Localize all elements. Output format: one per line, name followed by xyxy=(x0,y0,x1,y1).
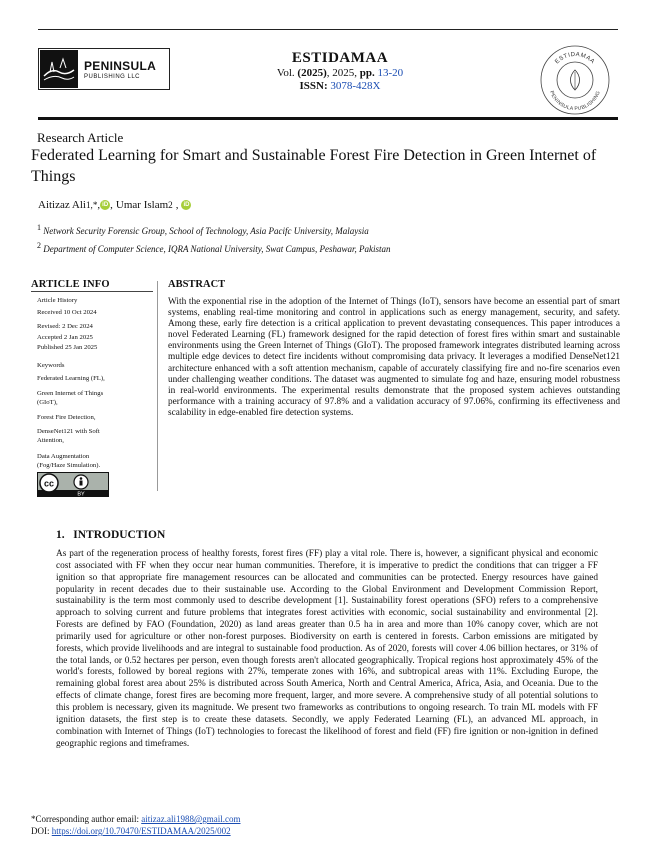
issn-line xyxy=(200,80,480,93)
volume-line xyxy=(200,67,480,80)
svg-text:ESTIDAMAA xyxy=(554,52,595,65)
article-title: Federated Learning for Smart and Sustainable Forest Fire Detection in Green Internet of Things xyxy=(31,147,597,185)
affiliation-number: 2 xyxy=(37,241,41,250)
header-bottom-rule xyxy=(38,117,618,120)
article-type: Research Article xyxy=(37,130,124,145)
issn-value[interactable]: 3078-428X xyxy=(330,80,381,92)
article-info-heading: ARTICLE INFO xyxy=(31,279,110,290)
introduction-text: As part of the regeneration process of healthy forests, forest fires (FF) play a vital role. There is, however, a significant physical and economic cost associated with FF when they occur near human communities. Therefore, it is imperative to predict the conditions that can trigger a FF ignition so that appropriate fire management resources can be allocated and communities can be protected. Energy resources have gained popularity in recent decades due to their sustainable use. According to the Global Environment and Development Commission Report, sustainability is the term most commonly used to describe development [1]. Sustainability forest operations (SFO) refers to a comprehensive approach to solving current and future problems that integrates forest activities with economic, social sustainability and environmental [2]. Forests are defined by FAO (Foundation, 2020) as land areas greater than 0.5 ha in area and more than 10% canopy cover, which are not primarily used for agriculture or other non-forest purposes. Biodiversity on earth is centered in forests. Carbon emissions are mitigated by forests, which provide livelihoods and are integral to sustainable food production. As of 2020, forests will cover 4.06 billion hectares, or 31% of the total lands, or 0.52 hectares per person, even though forests aren't allocated geographically. Tropical regions host approximately 45% of the world's forests, followed by boreal regions with 27%, temperate zones with 16%, and subtropical areas with 11%. Excluding Europe, the remaining global forest area about 25% is distributed across South America, North and Central America, Africa, Asia, and Oceania. Due to the effects of climate change, forest fires are becoming more frequent, larger, and more severe. A comprehensive study of all potential solutions to this problem is necessary, given its magnitude. We present two frameworks as contributions to ongoing research. To train ML models with FF ignition datasets, the first step is to create these datasets. Secondly, we apply Federated Learning (FL), an advanced ML approach, in combination with Internet of Things (IoT) technologies to forecast the likelihood of forest and field (FF) fire ignition or non-ignition in defined geographic regions and timeframes. xyxy=(56,549,598,749)
author-line xyxy=(38,199,191,211)
keyword-item: Data Augmentation (Fog/Haze Simulation). xyxy=(37,453,101,469)
author-separator: , xyxy=(175,199,179,211)
journal-name: ESTIDAMAA xyxy=(291,50,389,66)
affiliation-1 xyxy=(37,223,369,236)
author-affiliation-sup: 1,* xyxy=(85,200,98,210)
affiliation-text: Department of Computer Science, IQRA National University, Swat Campus, Peshawar, Pakistan xyxy=(43,244,391,254)
corresponding-label: *Corresponding author email: xyxy=(31,814,142,824)
orcid-icon[interactable]: iD xyxy=(102,202,109,208)
page-range[interactable]: 13-20 xyxy=(377,67,404,79)
column-divider xyxy=(157,281,158,491)
publisher-logo-text: PENINSULA xyxy=(84,58,157,73)
seal-top-text: ESTIDAMAA xyxy=(554,51,596,66)
accepted-date: Accepted 2 Jan 2025 xyxy=(37,334,93,341)
doi-link[interactable]: https://doi.org/10.70470/ESTIDAMAA/2025/002 xyxy=(51,826,231,836)
volume-year: (2025) xyxy=(297,67,327,79)
peninsula-logo-icon xyxy=(40,50,78,88)
received-date: Received 10 Oct 2024 xyxy=(37,309,97,316)
journal-seal-icon xyxy=(539,44,611,116)
volume-prefix: Vol. xyxy=(276,67,298,79)
author-separator: , xyxy=(97,199,101,211)
affiliation-2 xyxy=(37,241,391,254)
keyword-item: Forest Fire Detection, xyxy=(37,414,96,421)
cc-text: cc xyxy=(43,478,55,489)
author-name: Aitizaz Ali xyxy=(38,199,86,211)
issn-label: ISSN: xyxy=(299,80,331,92)
author-separator: , xyxy=(110,199,113,211)
orcid-icon[interactable]: iD xyxy=(183,202,190,208)
published-date: Published 25 Jan 2025 xyxy=(37,344,98,351)
publisher-logo-subtext: PUBLISHING LLC xyxy=(84,73,141,80)
doi-note xyxy=(31,826,231,836)
affiliation-text: Network Security Forensic Group, School of Technology, Asia Pacifc University, Malaysia xyxy=(43,226,369,236)
history-label: Article History xyxy=(37,297,78,304)
seal-bottom-text: PENINSULA PUBLISHING xyxy=(548,90,602,113)
section-heading-introduction: 1. INTRODUCTION xyxy=(56,529,166,541)
author-name: Umar Islam xyxy=(115,199,169,211)
journal-info xyxy=(200,50,480,93)
article-info-rule xyxy=(31,291,153,292)
corresponding-author-note xyxy=(31,814,241,824)
by-text: BY xyxy=(77,491,85,497)
cc-by-license-icon[interactable] xyxy=(37,472,109,497)
keywords-label: Keywords xyxy=(37,362,65,369)
affiliation-number: 1 xyxy=(37,223,41,232)
abstract-heading: ABSTRACT xyxy=(168,279,226,290)
keyword-item: Federated Learning (FL), xyxy=(37,375,105,382)
revised-date: Revised: 2 Dec 2024 xyxy=(37,323,93,330)
keyword-item: DenseNet121 with Soft Attention, xyxy=(37,428,100,444)
author-email-link[interactable]: aitizaz.ali1988@gmail.com xyxy=(141,814,241,824)
pages-label: pp. xyxy=(359,67,378,79)
abstract-text: With the exponential rise in the adoption of the Internet of Things (IoT), sensors have become an essential part of smart systems, enabling real-time monitoring and control in applications such as energy management, security, and safety. Among these, early fire detection is a critical application to prevent devastating consequences. This paper introduces a novel Federated Learning (FL) framework designed for the rapid detection of forest fires within smart and sustainable environments using the Green Internet of Things (GIoT). The proposed framework integrates distributed learning across multiple edge devices to detect fire incidents without compromising data privacy. It leverages a modified DenseNet121 architecture enhanced with a soft attention mechanism, capable of accurately classifying fire and no-fire scenarios even under challenging weather conditions. The dataset was augmented to simulate fog and haze, ensuring model robustness in real-world environments. The experimental results demonstrate that the proposed system achieves outstanding performance with a training accuracy of 97.8% and a validation accuracy of 97.06%, confirming its effectiveness and scalability in edge-enabled fire detection systems. xyxy=(168,297,620,418)
doi-label: DOI: xyxy=(31,826,52,836)
header-top-rule xyxy=(38,29,618,30)
publisher-logo xyxy=(38,48,170,90)
keyword-item: Green Internet of Things (GIoT), xyxy=(37,390,104,406)
author-affiliation-sup: 2 xyxy=(168,200,173,210)
year-separator: , 2025, xyxy=(326,67,360,79)
